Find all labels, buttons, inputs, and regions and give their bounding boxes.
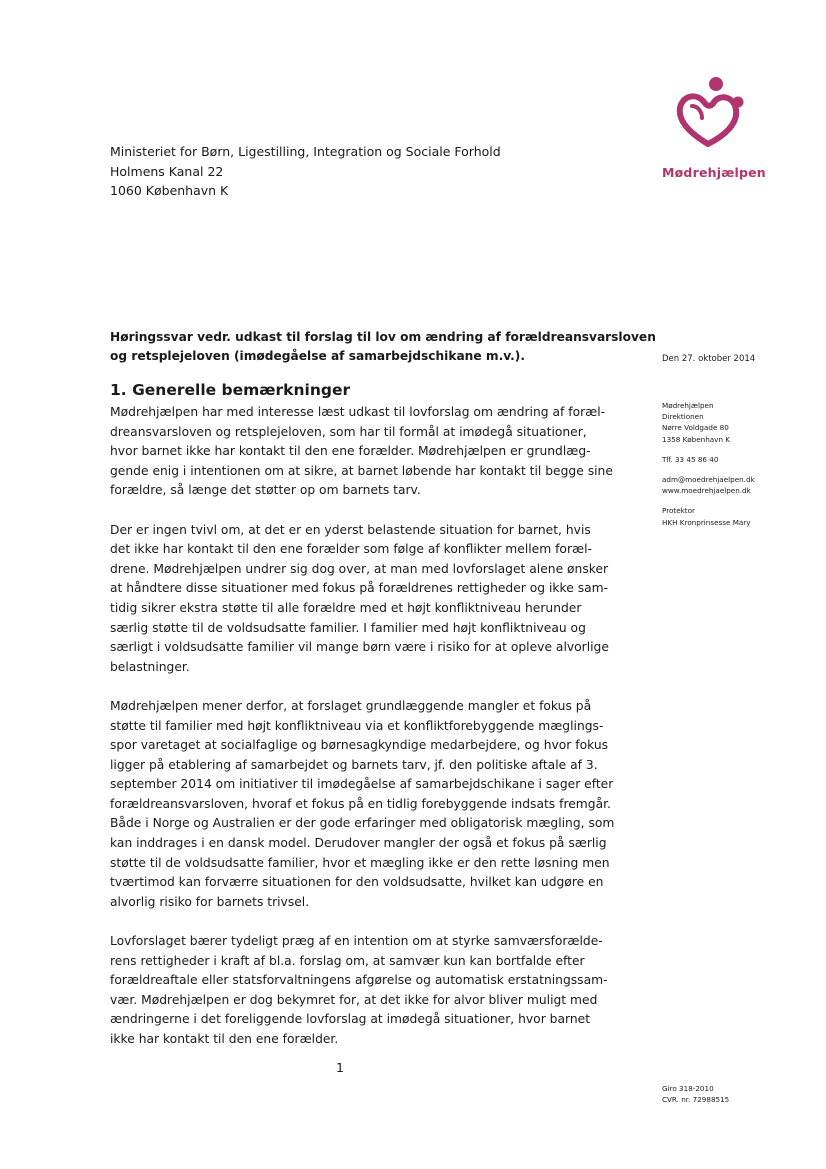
body-line: forældreaftale eller statsforvaltningens afgørelse og automatisk erstatningssam- — [110, 973, 608, 988]
patron-name: HKH Kronprinsesse Mary — [662, 517, 751, 527]
giro-number: Giro 318-2010 — [662, 1084, 714, 1093]
sender-org-line: 1358 København K — [662, 434, 730, 444]
sender-website: www.moedrehjaelpen.dk — [662, 486, 751, 496]
sender-org — [662, 400, 755, 445]
sender-contact — [662, 474, 755, 496]
subject-line: og retsplejeloven (imødegåelse af samarbejdschikane m.v.). — [110, 349, 525, 363]
body-line: særligt i voldsudsatte familier vil mange børn være i risiko for at opleve alvorlige — [110, 640, 609, 655]
body-line: vær. Mødrehjælpen er dog bekymret for, at det ikke for alvor bliver muligt med — [110, 992, 598, 1007]
footer-info — [662, 1083, 729, 1105]
patron-label: Protektor — [662, 506, 695, 516]
body-line: spor varetaget at socialfaglige og børnesagkyndige medarbejdere, og hvor fokus — [110, 738, 609, 753]
body-line: ligger på etablering af samarbejdet og barnets tarv, jf. den politiske aftale af 3. — [110, 757, 598, 772]
body-line: forældre, så længe det støtter op om barnets tarv. — [110, 483, 421, 498]
body-line: rens rettigheder i kraft af bl.a. forslag om, at samvær kun kan bortfalde efter — [110, 953, 585, 968]
body-line: dreansvarsloven og retsplejeloven, som har til formål at imødegå situationer, — [110, 424, 587, 439]
body-line: Både i Norge og Australien er der gode erfaringer med obligatorisk mægling, som — [110, 816, 615, 831]
body-line: Lovforslaget bærer tydeligt præg af en intention om at styrke samværsforælde- — [110, 934, 603, 949]
body-line: gende enig i intentionen om at sikre, at barnet løbende har kontakt til begge sine — [110, 463, 613, 478]
moedrehjaelpen-logo-icon — [668, 72, 748, 152]
body-line: hvor barnet ikke har kontakt til den ene forælder. Mødrehjælpen er grundlæg- — [110, 444, 591, 459]
body-line: støtte til de voldsudsatte familier, hvor et mægling ikke er den rette løsning men — [110, 855, 610, 870]
sender-patron — [662, 505, 755, 527]
recipient-address — [110, 142, 501, 201]
sender-email: adm@moedrehjaelpen.dk — [662, 475, 755, 485]
brand-name: Mødrehjælpen — [662, 165, 766, 180]
body-line: Mødrehjælpen har med interesse læst udkast til lovforslag om ændring af foræl- — [110, 405, 606, 419]
sender-phone: Tlf. 33 45 86 40 — [662, 454, 719, 464]
letter-body — [110, 403, 615, 1069]
paragraph — [110, 521, 610, 678]
body-line: ændringerne i det foreliggende lovforslag at imødegå situationer, hvor barnet — [110, 1012, 591, 1027]
sender-org-line: Direktionen — [662, 412, 704, 422]
body-line: september 2014 om initiativer til imødegåelse af samarbejdschikane i sager efter — [110, 777, 614, 792]
body-line: at håndtere disse situationer med fokus på forældrenes rettigheder og ikke sam- — [110, 581, 609, 596]
body-line: tværtimod kan forværre situationen for den voldsudsatte, hvilket kan udgøre en — [110, 875, 604, 890]
paragraph — [110, 403, 613, 501]
body-line: alvorlig risiko for barnets trivsel. — [110, 894, 310, 909]
subject-heading — [110, 328, 656, 366]
body-line: tidig sikrer ekstra støtte til alle forældre med et højt konfliktniveau herunder — [110, 600, 582, 615]
body-line: støtte til familier med højt konfliktniveau via et konfliktforebyggende mæglings- — [110, 718, 604, 733]
recipient-line: 1060 København K — [110, 183, 229, 198]
sender-org-line: Mødrehjælpen — [662, 401, 714, 410]
body-line: det ikke har kontakt til den ene forælder som følge af konflikter mellem foræl- — [110, 542, 592, 557]
body-line: belastninger. — [110, 659, 190, 674]
body-line: forældreansvarsloven, hvoraf et fokus på en tidlig forebyggende indsats fremgår. — [110, 796, 611, 811]
recipient-line: Holmens Kanal 22 — [110, 163, 224, 179]
sender-phone-block — [662, 454, 755, 465]
body-line: særlig støtte til de voldsudsatte familier. I familier med højt konfliktniveau og — [110, 620, 586, 635]
section-heading: 1. Generelle bemærkninger — [110, 381, 351, 399]
paragraph — [110, 697, 615, 913]
page-number: 1 — [336, 1060, 344, 1075]
recipient-line: Ministeriet for Børn, Ligestilling, Integration og Sociale Forhold — [110, 144, 501, 159]
sender-info — [662, 400, 755, 537]
body-line: drene. Mødrehjælpen undrer sig dog over, at man med lovforslaget alene ønsker — [110, 561, 609, 576]
letter-date: Den 27. oktober 2014 — [662, 354, 756, 364]
paragraph — [110, 932, 610, 1050]
cvr-number: CVR. nr. 72988515 — [662, 1095, 730, 1104]
body-line: kan inddrages i en dansk model. Derudover mangler der også et fokus på særlig — [110, 836, 607, 851]
sender-org-line: Nørre Voldgade 80 — [662, 423, 729, 433]
subject-line: Høringssvar vedr. udkast til forslag til lov om ændring af forældreansvarsloven — [110, 330, 656, 344]
body-line: Mødrehjælpen mener derfor, at forslaget grundlæggende mangler et fokus på — [110, 698, 592, 713]
body-line: ikke har kontakt til den ene forælder. — [110, 1032, 339, 1046]
body-line: Der er ingen tvivl om, at det er en yderst belastende situation for barnet, hvis — [110, 522, 591, 537]
